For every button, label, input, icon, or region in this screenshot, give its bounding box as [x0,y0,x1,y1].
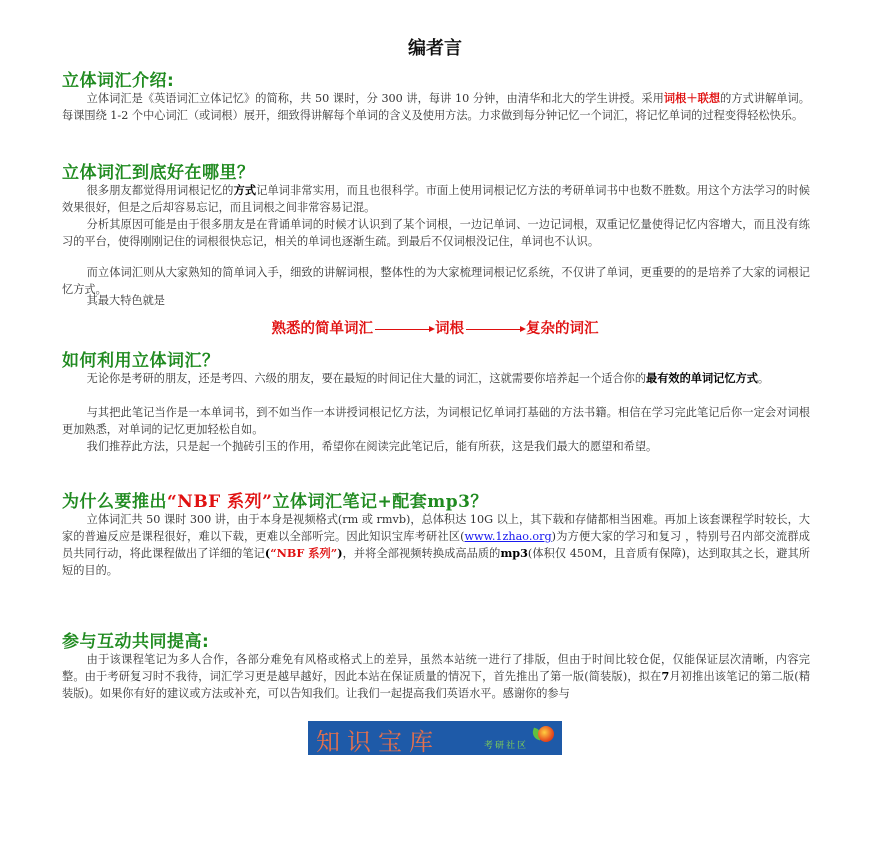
heading-text: 为什么要推出 [62,492,167,512]
heading-text: mp3？ [427,492,488,512]
text-span: 由于该课程笔记为多人合作，各部分难免有风格或格式上的差异，虽然本站统一进行了排版，但由于时间比较仓促，仅能保证层次清晰，内容完整。由于考研复习时不我待，词汇学习更是越早越好，因此本站在保证质量的情况下，首先推出了第一版(简装版)，拟在 [62,653,810,683]
bold-text: ) [337,546,343,560]
text-span: )为方便大家的学习和复习 ，特别号召内部交流群成员共同行动，将此课程做出了详细的笔记 [62,530,810,560]
section-heading-participate: 参与互动共同提高: [62,632,210,652]
bold-text: 7 [661,669,670,683]
bold-text: 方式 [233,183,257,197]
arrow-right-icon [375,329,433,330]
zhishibaoku-logo [308,721,562,755]
section-benefits-paragraph-3: 而立体词汇则从大家熟知的简单词入手，细致的讲解词根，整体性的为大家梳理词根记忆系统，不仅讲了单词，更重要的的是培养了大家的词根记忆方式。 [62,266,810,296]
colorful-leaf-icon [538,726,554,742]
text-span: 。 [757,372,770,385]
bold-text: ( [264,546,271,560]
text-span: 很多朋友都觉得用词根记忆的 [86,184,234,197]
flow-diagram [0,317,870,338]
section-heading-nbf [62,487,488,512]
text-span: 记单词非常实用，而且也很科学。市面上使用词根记忆方法的考研单词书中也数不胜数。用这个方法学习的时候效果很好，但是之后却容易忘记，而且词根之间非常容易记混。 [62,184,810,214]
section-nbf-paragraph [62,511,810,579]
section-benefits-paragraph-2: 分析其原因可能是由于很多朋友是在背诵单词的时候才认识到了某个词根，一边记单词、一边记词根，双重记忆量使得记忆内容增大，而且没有练习的平台，使得刚刚记住的词根很快忘记，相关的单词也逐渐生疏。到最后不仅词根没记住，单词也不认识。 [62,218,810,248]
section-heading-benefits: 立体词汇到底好在哪里？ [62,163,255,183]
section-usage-paragraph-2: 与其把此笔记当作是一本单词书，到不如当作一本讲授词根记忆方法，为词根记忆单词打基础的方法书籍。相信在学习完此笔记后你一定会对词根更加熟悉，对单词的记忆更加轻松自如。 [62,406,810,436]
section-intro-paragraph [62,90,810,124]
bold-text: mp3 [500,546,528,560]
section-heading-usage: 如何利用立体词汇？ [62,351,220,371]
section-usage-paragraph-3: 我们推荐此方法，只是起一个抛砖引玉的作用，希望你在阅读完此笔记后，能有所获，这是我们最大的愿望和希望。 [86,440,658,453]
heading-red-text: “NBF 系列” [167,492,273,512]
section-participate-paragraph [62,651,810,702]
highlight-text: 词根＋联想 [663,91,721,105]
text-span: 立体词汇共 50 课时 300 讲，由于本身是视频格式(rm 或 rmvb)，总体积达 10G 以上，其下载和存储都相当困难。再加上该套课程学时较长，大家的普遍反应是课程很好，难以下载，更难以全部听完。因此知识宝库考研社区( [62,513,810,543]
text-span: 月初推出该笔记的第二版(精装版)。如果你有好的建议或方法或补充，可以告知我们。让我们一起提高我们英语水平。感谢你的参与 [62,670,811,700]
text-span: 无论你是考研的朋友，还是考四、六级的朋友，要在最短的时间记住大量的词汇，这就需要你培养起一个适合你的 [86,372,647,385]
text-span: (体积仅 450M，且音质有保障)，达到取其之长，避其所短的目的。 [62,547,810,577]
section-benefits-paragraph-4: 其最大特色就是 [86,294,165,307]
flow-step: 熟悉的简单词汇 [271,321,373,337]
logo-sub-text: 考研社区 [484,741,529,751]
website-link[interactable]: www.1zhao.org [464,530,552,543]
section-heading-intro: 立体词汇介绍: [62,71,175,91]
arrow-right-icon [466,329,524,330]
text-span: 的方式讲解单词。每课围绕 1-2 个中心词汇（或词根）展开，细致得讲解每个单词的含义及使用方法。力求做到每分钟记忆一个词汇，将记忆单词的过程变得轻松快乐。 [62,92,810,122]
section-benefits-paragraph-1 [62,182,810,216]
logo-main-text: 知识宝库 [316,728,440,755]
heading-text: 立体词汇笔记+配套 [272,492,428,512]
text-span: 立体词汇是《英语词汇立体记忆》的简称，共 50 课时，分 300 讲，每讲 10 分钟，由清华和北大的学生讲授。采用 [86,92,664,105]
highlight-text: “NBF 系列” [270,546,338,560]
bold-text: 最有效的单词记忆方式 [646,371,758,385]
flow-step: 词根 [435,321,464,337]
text-span: ，并将全部视频转换成高品质的 [342,547,501,560]
flow-step: 复杂的词汇 [526,321,599,337]
section-usage-paragraph-1 [62,370,810,387]
page-title: 编者言 [408,38,462,59]
